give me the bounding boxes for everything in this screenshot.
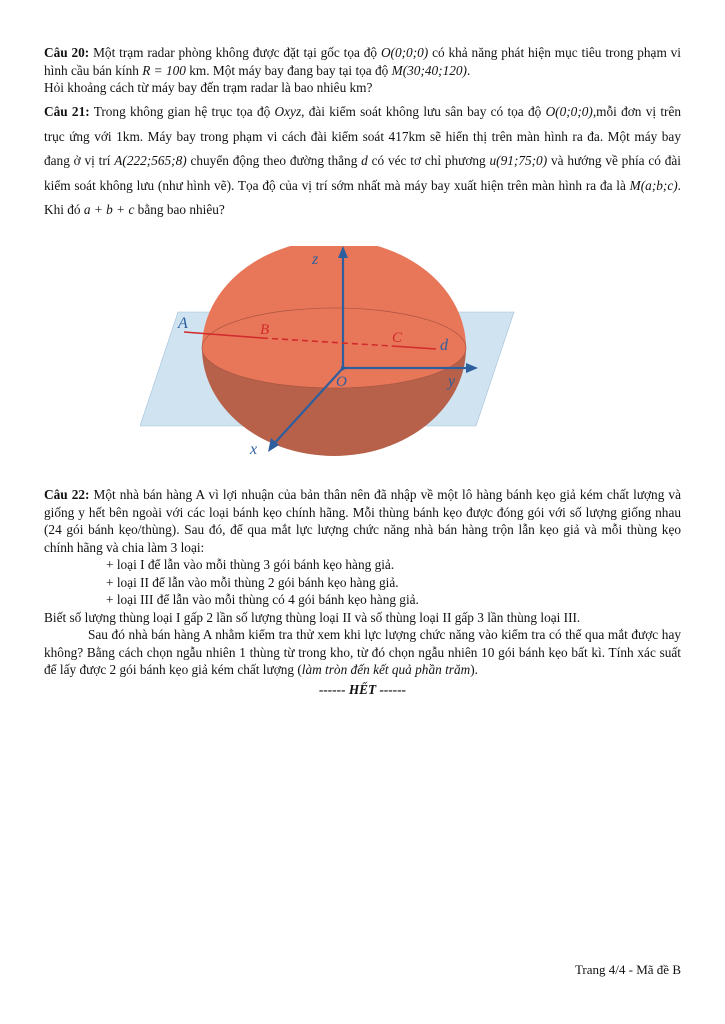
question-20 [44, 44, 681, 97]
list-item: + loại I để lẫn vào mỗi thùng 3 gói bánh kẹo hàng giả. [106, 557, 395, 572]
label-x: x [250, 441, 258, 458]
q21-text: bằng bao nhiêu? [134, 202, 225, 217]
q21-text: , đài kiểm soát không lưu sân bay có tọa độ [301, 104, 546, 119]
question-22 [44, 486, 681, 698]
q20-text: có khả năng phát hiện mục tiêu trong phạm vi hình cầu bán kính [44, 45, 681, 78]
q21-origin: O(0;0;0) [545, 104, 593, 119]
question-22-body [44, 486, 681, 556]
label-z: z [312, 251, 319, 268]
q21-text: ,mỗi đơn vị trên trục ứng với 1km. Máy bay trong phạm vi cách đài kiểm soát 417km sẽ hiển thị trên màn hình ra đa. Một máy bay đang ở vị trí [44, 104, 682, 168]
end-mark-text: ------ HẾT ------ [318, 681, 407, 697]
q20-text: km. Một máy bay đang bay tại tọa độ [185, 62, 392, 78]
q20-origin: O(0;0;0) [380, 45, 429, 60]
question-22-label: Câu 22: [44, 487, 90, 502]
q20-radius: R = 100 [142, 62, 186, 78]
question-21-body [44, 100, 681, 223]
q21-point-m: M(a;b;c) [629, 177, 678, 193]
label-y: y [448, 373, 456, 390]
question-20-body [44, 44, 681, 79]
q20-point-m: M(30;40;120) [391, 62, 467, 78]
q22-rounding-note: làm tròn đến kết quả phần trăm [301, 662, 471, 677]
sphere-upper-part [202, 246, 466, 388]
sphere-plane-figure [140, 246, 520, 458]
question-20-ask: Hỏi khoảng cách từ máy bay đến trạm radar là bao nhiêu km? [44, 80, 373, 95]
label-b: B [260, 322, 270, 338]
q21-line-d: d [361, 153, 368, 168]
q21-text: có véc tơ chỉ phương [367, 153, 490, 168]
q22-text: ). [470, 662, 478, 677]
q21-text: Trong không gian hệ trục tọa độ [89, 104, 275, 119]
question-21 [44, 100, 681, 223]
q22-text: Sau đó nhà bán hàng A nhằm kiểm tra thử xem khi lực lượng chức năng vào kiểm tra có thể qua mắt được hay không? Bằng cách chọn ngẫu nhiên 1 thùng từ trong kho, từ đó chọn ngẫu nhiên 10 gói bánh kẹo bất kì. Tính xác suất để lấy được 2 gói bánh kẹo giả kém chất lượng ( [44, 627, 681, 677]
label-d: d [440, 337, 448, 354]
q20-text: . [466, 62, 471, 78]
page-footer: Trang 4/4 - Mã đề B [574, 962, 681, 977]
question-21-label: Câu 21: [44, 104, 90, 119]
q22-text: Một nhà bán hàng A vì lợi nhuận của bản thân nên đã nhập về một lô hàng bánh kẹo giả kém chất lượng và giống y hết bên ngoài với các loại bánh kẹo chính hãng. Mỗi thùng bánh kẹo được đóng gói với số lượng giống nhau (24 gói bánh kẹo/thùng). Sau đó, để qua mắt lực lượng chức năng nhà bán hàng trộn lẫn kẹo giả và mỗi thùng kẹo chính hãng và chia làm 3 loại: [44, 487, 681, 555]
q21-sum: a + b + c [83, 202, 135, 217]
origin-point [341, 366, 345, 370]
list-item: + loại III để lẫn vào mỗi thùng có 4 gói bánh kẹo hàng giả. [106, 592, 419, 607]
q21-vector-u: u(91;75;0) [489, 153, 548, 168]
q21-text: và hướng về phía có đài kiểm soát không lưu (như hình vẽ). Tọa độ của vị trí sớm nhất mà máy bay xuất hiện trên màn hình ra đa là [44, 153, 681, 193]
list-item: + loại II để lẫn vào mỗi thùng 2 gói bánh kẹo hàng giả. [106, 574, 399, 590]
label-c: C [392, 330, 403, 346]
question-20-label: Câu 20: [44, 45, 90, 60]
q21-point-a: A(222;565;8) [114, 153, 187, 168]
q20-text: Một trạm radar phòng không được đặt tại gốc tọa độ [89, 45, 381, 60]
q22-question [44, 626, 681, 679]
label-o: O [336, 374, 347, 390]
q21-text: . Khi đó [44, 177, 681, 217]
end-mark [44, 681, 681, 699]
q21-text: chuyển động theo đường thẳng [186, 153, 362, 168]
q21-oxyz: Oxyz [274, 104, 302, 119]
q22-condition: Biết số lượng thùng loại I gấp 2 lần số lượng thùng loại II và số thùng loại II gấp 3 lần thùng loại III. [44, 609, 581, 625]
label-a: A [178, 315, 188, 332]
